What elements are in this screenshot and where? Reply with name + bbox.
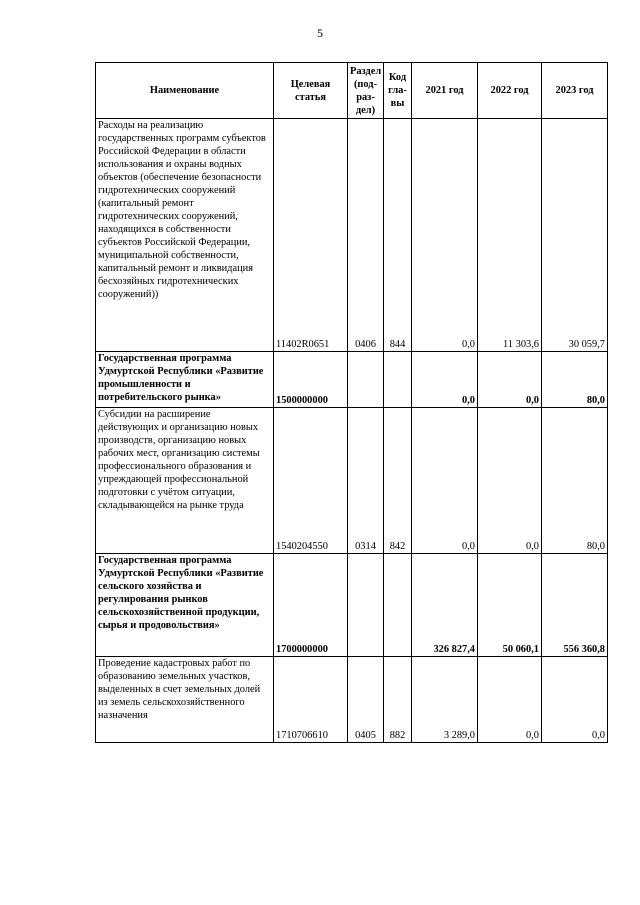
header-target: Целевая статья bbox=[274, 63, 348, 119]
row-2021: 326 827,4 bbox=[412, 554, 478, 657]
row-name: Субсидии на расширение действующих и организацию новых производств, организацию новых рабочих мест, организацию системы профессионального образования и упреждающей профессиональной подготовки с учётом ситуации, складывающейся на рынке труда bbox=[96, 408, 274, 554]
row-2023: 0,0 bbox=[542, 657, 608, 743]
table-header-row bbox=[96, 63, 608, 119]
row-2022: 11 303,6 bbox=[478, 119, 542, 352]
table-row bbox=[96, 408, 608, 554]
row-2022: 50 060,1 bbox=[478, 554, 542, 657]
page-number: 5 bbox=[317, 26, 323, 40]
row-2023: 30 059,7 bbox=[542, 119, 608, 352]
budget-table bbox=[95, 62, 608, 743]
row-2021: 0,0 bbox=[412, 352, 478, 408]
row-code: 882 bbox=[384, 657, 412, 743]
row-section: 0314 bbox=[348, 408, 384, 554]
row-2021: 0,0 bbox=[412, 408, 478, 554]
row-name: Расходы на реализацию государственных программ субъектов Российской Федерации в области использования и охраны водных объектов (обеспечение безопасности гидротехнических сооружений (капитальный ремонт гидротехнических сооружений, находящихся в собственности субъектов Российской Федерации, муниципальной собственности, капитальный ремонт и ликвидация бесхозяйных гидротехнических сооружений)) bbox=[96, 119, 274, 352]
header-name: Наименование bbox=[96, 63, 274, 119]
row-code bbox=[384, 352, 412, 408]
table-row bbox=[96, 554, 608, 657]
row-target: 1710706610 bbox=[274, 657, 348, 743]
row-2021: 0,0 bbox=[412, 119, 478, 352]
row-section bbox=[348, 554, 384, 657]
row-2022: 0,0 bbox=[478, 352, 542, 408]
row-target: 11402R0651 bbox=[274, 119, 348, 352]
row-2023: 556 360,8 bbox=[542, 554, 608, 657]
row-target: 1540204550 bbox=[274, 408, 348, 554]
row-name: Государственная программа Удмуртской Республики «Развитие промышленности и потребительского рынка» bbox=[96, 352, 274, 408]
row-name: Проведение кадастровых работ по образованию земельных участков, выделенных в счет земельных долей из земель сельскохозяйственного назначения bbox=[96, 657, 274, 743]
row-section: 0405 bbox=[348, 657, 384, 743]
header-2022: 2022 год bbox=[478, 63, 542, 119]
row-section: 0406 bbox=[348, 119, 384, 352]
table-row bbox=[96, 657, 608, 743]
row-target: 1700000000 bbox=[274, 554, 348, 657]
header-code: Код гла-вы bbox=[384, 63, 412, 119]
row-2021: 3 289,0 bbox=[412, 657, 478, 743]
row-2022: 0,0 bbox=[478, 657, 542, 743]
table-row bbox=[96, 119, 608, 352]
row-2022: 0,0 bbox=[478, 408, 542, 554]
header-2023: 2023 год bbox=[542, 63, 608, 119]
row-target: 1500000000 bbox=[274, 352, 348, 408]
row-name: Государственная программа Удмуртской Республики «Развитие сельского хозяйства и регулирования рынков сельскохозяйственной продукции, сырья и продовольствия» bbox=[96, 554, 274, 657]
row-2023: 80,0 bbox=[542, 352, 608, 408]
row-2023: 80,0 bbox=[542, 408, 608, 554]
row-code: 842 bbox=[384, 408, 412, 554]
table-row bbox=[96, 352, 608, 408]
header-2021: 2021 год bbox=[412, 63, 478, 119]
row-code: 844 bbox=[384, 119, 412, 352]
header-section: Раздел (под-раз-дел) bbox=[348, 63, 384, 119]
row-section bbox=[348, 352, 384, 408]
row-code bbox=[384, 554, 412, 657]
